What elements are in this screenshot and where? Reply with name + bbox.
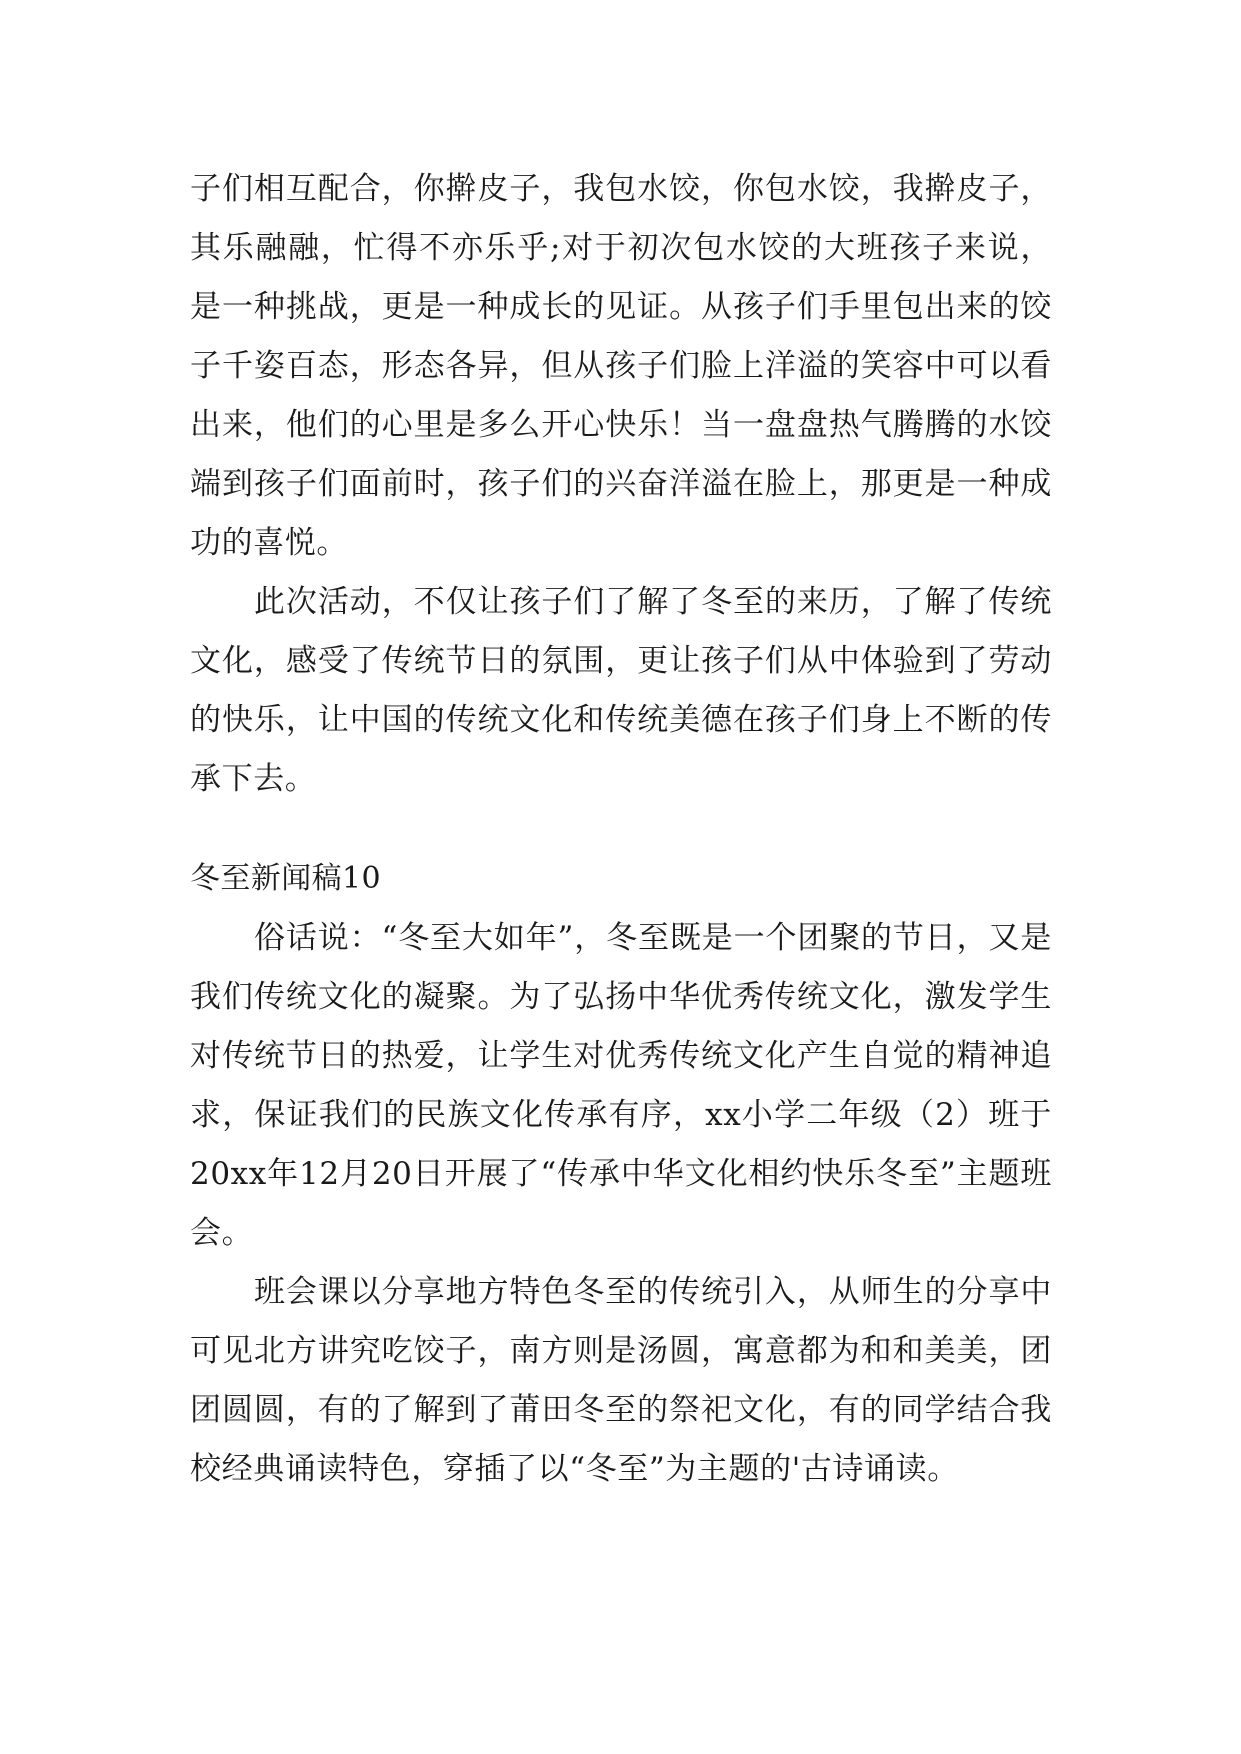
- paragraph-activity-summary: 此次活动，不仅让孩子们了解了冬至的来历，了解了传统文化，感受了传统节日的氛围，更让孩子们从中体验到了劳动的快乐，让中国的传统文化和传统美德在孩子们身上不断的传承下去。: [190, 584, 1052, 797]
- paragraph-class-meeting: 班会课以分享地方特色冬至的传统引入，从师生的分享中可见北方讲究吃饺子，南方则是汤圆，寓意都为和和美美，团团圆圆，有的了解到了莆田冬至的祭祀文化，有的同学结合我校经典诵读特色，穿插了以“冬至”为主题的'古诗诵读。: [190, 1274, 1052, 1487]
- section-heading: 冬至新闻稿10: [190, 861, 381, 896]
- paragraph-intro: 俗话说：“冬至大如年”，冬至既是一个团聚的节日，又是我们传统文化的凝聚。为了弘扬中华优秀传统文化，激发学生对传统节日的热爱，让学生对优秀传统文化产生自觉的精神追求，保证我们的民族文化传承有序，xx小学二年级（2）班于20xx年12月20日开展了“传承中华文化相约快乐冬至”主题班会。: [190, 920, 1052, 1251]
- paragraph-continuation: 子们相互配合，你擀皮子，我包水饺，你包水饺，我擀皮子，其乐融融，忙得不亦乐乎;对于初次包水饺的大班孩子来说，是一种挑战，更是一种成长的见证。从孩子们手里包出来的饺子千姿百态，形态各异，但从孩子们脸上洋溢的笑容中可以看出来，他们的心里是多么开心快乐！当一盘盘热气腾腾的水饺端到孩子们面前时，孩子们的兴奋洋溢在脸上，那更是一种成功的喜悦。: [190, 171, 1052, 561]
